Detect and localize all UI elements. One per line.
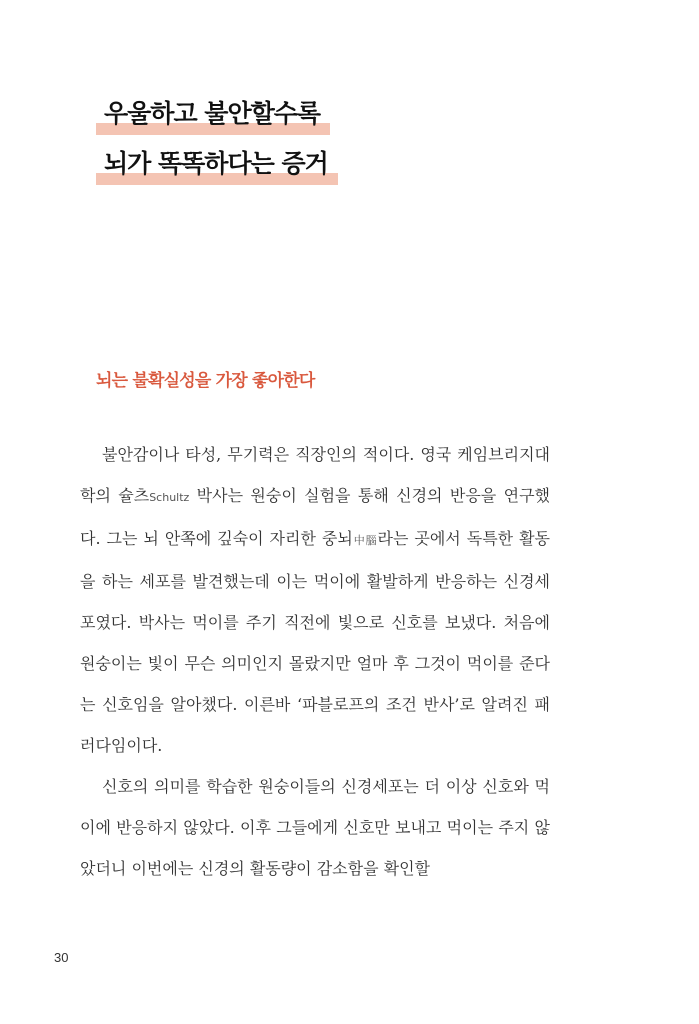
paragraph-1-text-b: 박사는 원숭이 실험을 통해 신경의 반응을 연구했다. 그는 뇌 안쪽에 깊숙이 자리한 중뇌 <box>80 486 550 548</box>
gloss-midbrain-hanja: 中腦 <box>352 534 378 547</box>
chapter-title-line-2 <box>100 142 334 192</box>
section-heading: 뇌는 불확실성을 가장 좋아한다 <box>96 371 315 391</box>
page-number: 30 <box>54 950 69 965</box>
paragraph-1-text-c: 라는 곳에서 독특한 활동을 하는 세포를 발견했는데 이는 먹이에 활발하게 반응하는 신경세포였다. 박사는 먹이를 주기 직전에 빛으로 신호를 보냈다. 처음에 원숭이는 빛이 무슨 의미인지 몰랐지만 얼마 후 그것이 먹이를 준다는 신호임을 알아챘다. 이른바 ‘파블로프의 조건 반사’로 알려진 패러다임이다. <box>80 529 550 755</box>
paragraph-1-text-a: 불안감이나 타성, 무기력은 직장인의 적이다. 영국 케임브리지대학의 슐츠 <box>80 445 550 505</box>
chapter-title <box>100 92 334 192</box>
body-text <box>80 434 550 889</box>
gloss-schultz: Schultz <box>149 491 190 504</box>
chapter-title-line-1 <box>100 92 334 142</box>
body-paragraph-1 <box>80 434 550 766</box>
chapter-title-text-2: 뇌가 똑똑하다는 증거 <box>100 148 334 180</box>
body-paragraph-2: 신호의 의미를 학습한 원숭이들의 신경세포는 더 이상 신호와 먹이에 반응하지 않았다. 이후 그들에게 신호만 보내고 먹이는 주지 않았더니 이번에는 신경의 활동량이 감소함을 확인할 <box>80 777 550 878</box>
chapter-title-text-1: 우울하고 불안할수록 <box>100 98 326 130</box>
